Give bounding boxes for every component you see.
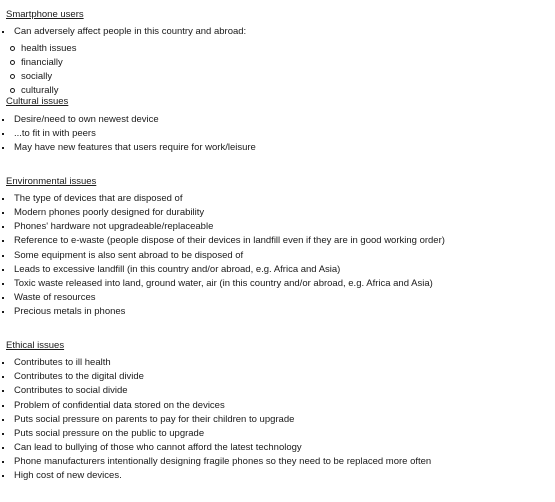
heading-smartphone-users: Smartphone users (6, 9, 84, 20)
heading-ethical-issues: Ethical issues (6, 340, 65, 351)
heading-environmental-issues: Environmental issues (6, 176, 97, 187)
heading-cultural-issues: Cultural issues (6, 96, 69, 107)
document-page: Smartphone users Can adversely affect people in this country and abroad: health issues financially socially culturally Cultural issues Desire/need to own newest device ...to fit in with peers May have new features that users require for work/leisure Environmental issues The type of devices that are disposed of Modern phones poorly designed for durability Phones' hardware not upgradeable/replaceable Reference to e-waste (people dispose of their devices in landfill even if they are in good working order) Some equipment is also sent abroad to be disposed of Leads to excessive landfill (in this country and/or abroad, e.g. Africa and Asia) Toxic waste released into land, ground water, air (in this country and/or abroad, e.g. Africa and Asia) Waste of resources Precious metals in phones Ethical issues Contributes to ill health Contributes to the digital divide Contributes to social divide Problem of confidential data stored on the devices Puts social pressure on parents to pay for their children to upgrade Puts social pressure on the public to upgrade Can lead to bullying of those who cannot afford the latest technology Phone manufacturers intentionally designing fragile phones so they need to be replaced more often High cost of new devices. (6, 9, 445, 481)
